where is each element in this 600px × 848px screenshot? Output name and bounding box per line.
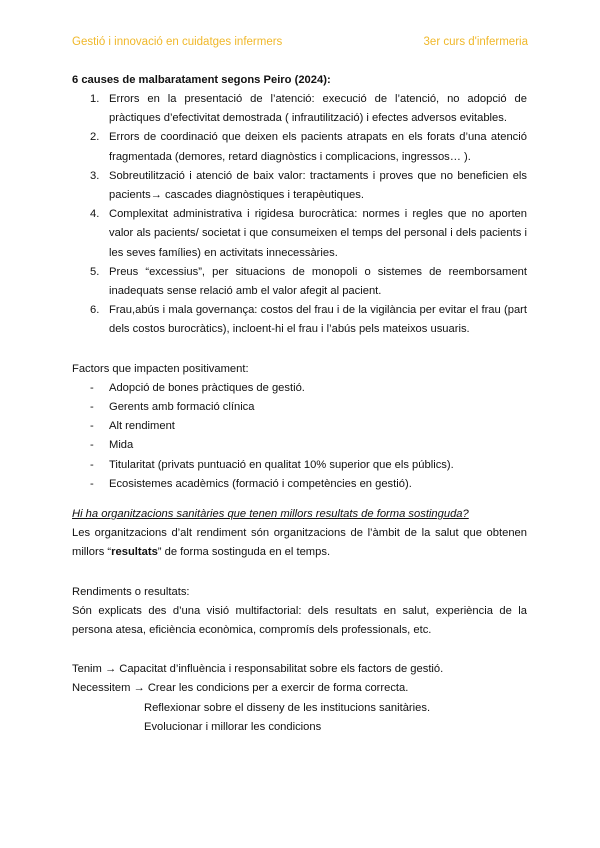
list-item xyxy=(72,379,527,398)
dash-bullet: - xyxy=(90,458,94,471)
list-item xyxy=(72,398,527,417)
list-item-text: Gerents amb formació clínica xyxy=(109,401,255,414)
spacer xyxy=(72,563,527,583)
list-item-text: Sobreutilització i atenció de baix valor: tractaments i proves que no beneficien els pacients→ cascades diagnòstiques i terapèutiques. xyxy=(109,169,527,202)
closing-line: Reflexionar sobre el disseny de les institucions sanitàries. xyxy=(144,701,431,714)
dash-bullet: - xyxy=(90,439,94,452)
list-number: 4. xyxy=(90,208,100,221)
page-header xyxy=(72,36,528,52)
rendiments-text: Són explicats des d’una visió multifactorial: dels resultats en salut, experiència de la persona atesa, eficiència econòmica, compromís dels professionals, etc. xyxy=(72,604,527,637)
list-item-text: Adopció de bones pràctiques de gestió. xyxy=(109,381,305,394)
list-item-text: Ecosistemes acadèmics (formació i competències en gestió). xyxy=(109,477,412,490)
spacer xyxy=(72,340,527,360)
question-answer xyxy=(72,524,527,562)
list-item xyxy=(72,90,527,128)
dash-bullet: - xyxy=(90,420,94,433)
closing-line: Necessitem → Crear les condicions per a exercir de forma correcta. xyxy=(72,682,409,695)
list-item xyxy=(72,456,527,475)
answer-emphasis: resultats xyxy=(111,546,158,559)
document-body xyxy=(72,71,527,737)
factors-heading: Factors que impacten positivament: xyxy=(72,362,249,375)
list-item-text: Preus “excessius”, per situacions de monopoli o sistemes de reemborsament inadequats sense relació amb el valor afegit al pacient. xyxy=(109,265,527,298)
list-number: 1. xyxy=(90,93,100,105)
closing-line: Evolucionar i millorar les condicions xyxy=(144,720,322,733)
list-item-text: Mida xyxy=(109,439,134,452)
question-title: Hi ha organitzacions sanitàries que tenen millors resultats de forma sostinguda? xyxy=(72,508,469,521)
list-item-text: Titularitat (privats puntuació en qualitat 10% superior que els públics). xyxy=(109,458,454,471)
list-number: 3. xyxy=(90,169,100,182)
answer-text: Les organitzacions d’alt rendiment són organitzacions de l’àmbit de la salut que obtenen millors “ xyxy=(72,527,527,559)
list-item xyxy=(72,301,527,339)
rendiments-heading: Rendiments o resultats: xyxy=(72,585,190,598)
list-number: 2. xyxy=(90,131,100,144)
causes-list xyxy=(72,90,527,340)
list-item-text: Frau,abús i mala governança: costos del frau i de la vigilància per evitar el frau (part dels costos burocràtics), incloent-hi el frau i l’abús pels mateixos usuaris. xyxy=(109,304,527,336)
list-item xyxy=(72,205,527,263)
list-item xyxy=(72,128,527,166)
causes-heading: 6 causes de malbaratament segons Peiro (2024): xyxy=(72,74,331,86)
course-year: 3er curs d'infermeria xyxy=(423,36,528,48)
list-item-text: Complexitat administrativa i rigidesa burocràtica: normes i regles que no aporten valor als pacients/ societat i que consumeixen el temps del personal i dels pacients i les seves famílies) en activitats innecessàries. xyxy=(109,208,527,259)
dash-bullet: - xyxy=(90,381,94,394)
factors-list xyxy=(72,379,527,494)
list-item xyxy=(72,436,527,455)
list-item-text: Errors de coordinació que deixen els pacients atrapats en els forats d’una atenció fragmentada (demores, retard diagnòstics i complicacions, ingressos… ). xyxy=(109,131,527,163)
list-number: 6. xyxy=(90,304,100,317)
list-item-text: Errors en la presentació de l’atenció: execució de l’atenció, no adopció de pràctiques d’efectivitat demostrada ( infrautilització) i efectes adversos evitables. xyxy=(109,93,527,125)
list-item xyxy=(72,417,527,436)
list-item-text: Alt rendiment xyxy=(109,420,175,433)
list-item xyxy=(72,475,527,494)
dash-bullet: - xyxy=(90,401,94,414)
list-item xyxy=(72,167,527,205)
answer-text: ” de forma sostinguda en el temps. xyxy=(157,546,331,559)
list-item xyxy=(72,263,527,301)
list-number: 5. xyxy=(90,265,100,278)
course-title: Gestió i innovació en cuidatges infermers xyxy=(72,36,283,48)
dash-bullet: - xyxy=(90,477,94,490)
spacer xyxy=(72,640,527,660)
spacer xyxy=(72,494,527,505)
closing-line: Tenim → Capacitat d’influència i responsabilitat sobre els factors de gestió. xyxy=(72,663,444,676)
